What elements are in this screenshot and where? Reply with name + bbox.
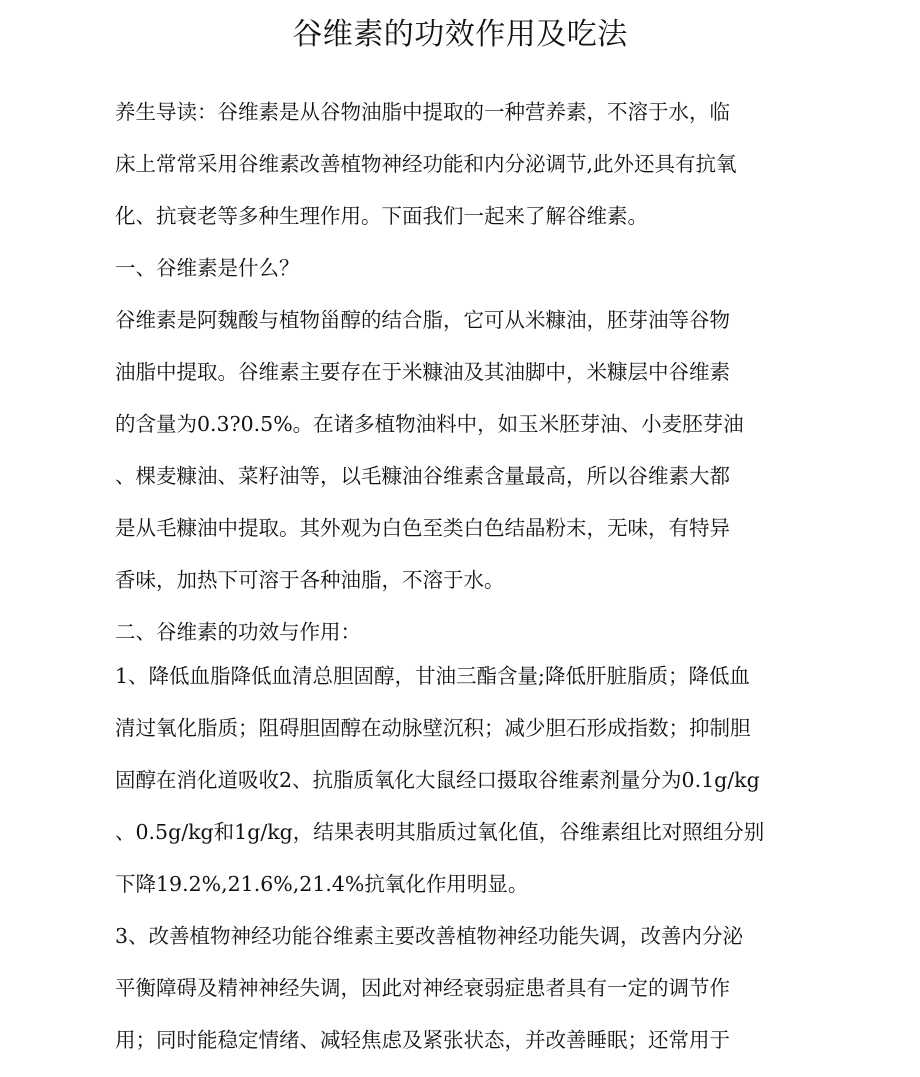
paragraph-line: 清过氧化脂质；阻碍胆固醇在动脉壁沉积；减少胆石形成指数；抑制胆 [115, 716, 751, 740]
section-heading: 一、谷维素是什么？ [115, 256, 300, 280]
paragraph-line: 谷维素是阿魏酸与植物甾醇的结合脂，它可从米糠油，胚芽油等谷物 [115, 308, 730, 332]
paragraph-line: 的含量为0.3?0.5%。在诸多植物油料中，如玉米胚芽油、小麦胚芽油 [115, 412, 744, 436]
paragraph-line: 平衡障碍及精神神经失调，因此对神经衰弱症患者具有一定的调节作 [115, 976, 730, 1000]
paragraph-line: 用；同时能稳定情绪、减轻焦虑及紧张状态，并改善睡眠；还常用于 [115, 1028, 730, 1052]
paragraph-line: 固醇在消化道吸收2、抗脂质氧化大鼠经口摄取谷维素剂量分为0.1g/kg [115, 768, 760, 792]
paragraph-line: 、0.5g/kg和1g/kg，结果表明其脂质过氧化值，谷维素组比对照组分别 [115, 820, 765, 844]
paragraph-line: 、棵麦糠油、菜籽油等，以毛糠油谷维素含量最高，所以谷维素大都 [115, 464, 730, 488]
paragraph-line: 1、降低血脂降低血清总胆固醇，甘油三酯含量;降低肝脏脂质；降低血 [115, 664, 750, 688]
paragraph-line: 化、抗衰老等多种生理作用。下面我们一起来了解谷维素。 [115, 204, 648, 228]
body-text-section-2 [115, 650, 815, 1066]
paragraph-line: 下降19.2%,21.6%,21.4%抗氧化作用明显。 [115, 872, 529, 896]
document-title: 谷维素的功效作用及吃法 [292, 17, 628, 52]
paragraph-line: 是从毛糠油中提取。其外观为白色至类白色结晶粉末，无味，有特异 [115, 516, 730, 540]
paragraph-line: 养生导读：谷维素是从谷物油脂中提取的一种营养素，不溶于水，临 [115, 100, 730, 124]
paragraph-line: 床上常常采用谷维素改善植物神经功能和内分泌调节,此外还具有抗氧 [115, 152, 737, 176]
paragraph-line: 香味，加热下可溶于各种油脂，不溶于水。 [115, 568, 505, 592]
paragraph-line: 油脂中提取。谷维素主要存在于米糠油及其油脚中，米糠层中谷维素 [115, 360, 730, 384]
body-text-section-1 [115, 86, 815, 658]
section-heading: 二、谷维素的功效与作用： [115, 620, 361, 644]
paragraph-line: 3、改善植物神经功能谷维素主要改善植物神经功能失调，改善内分泌 [115, 924, 744, 948]
